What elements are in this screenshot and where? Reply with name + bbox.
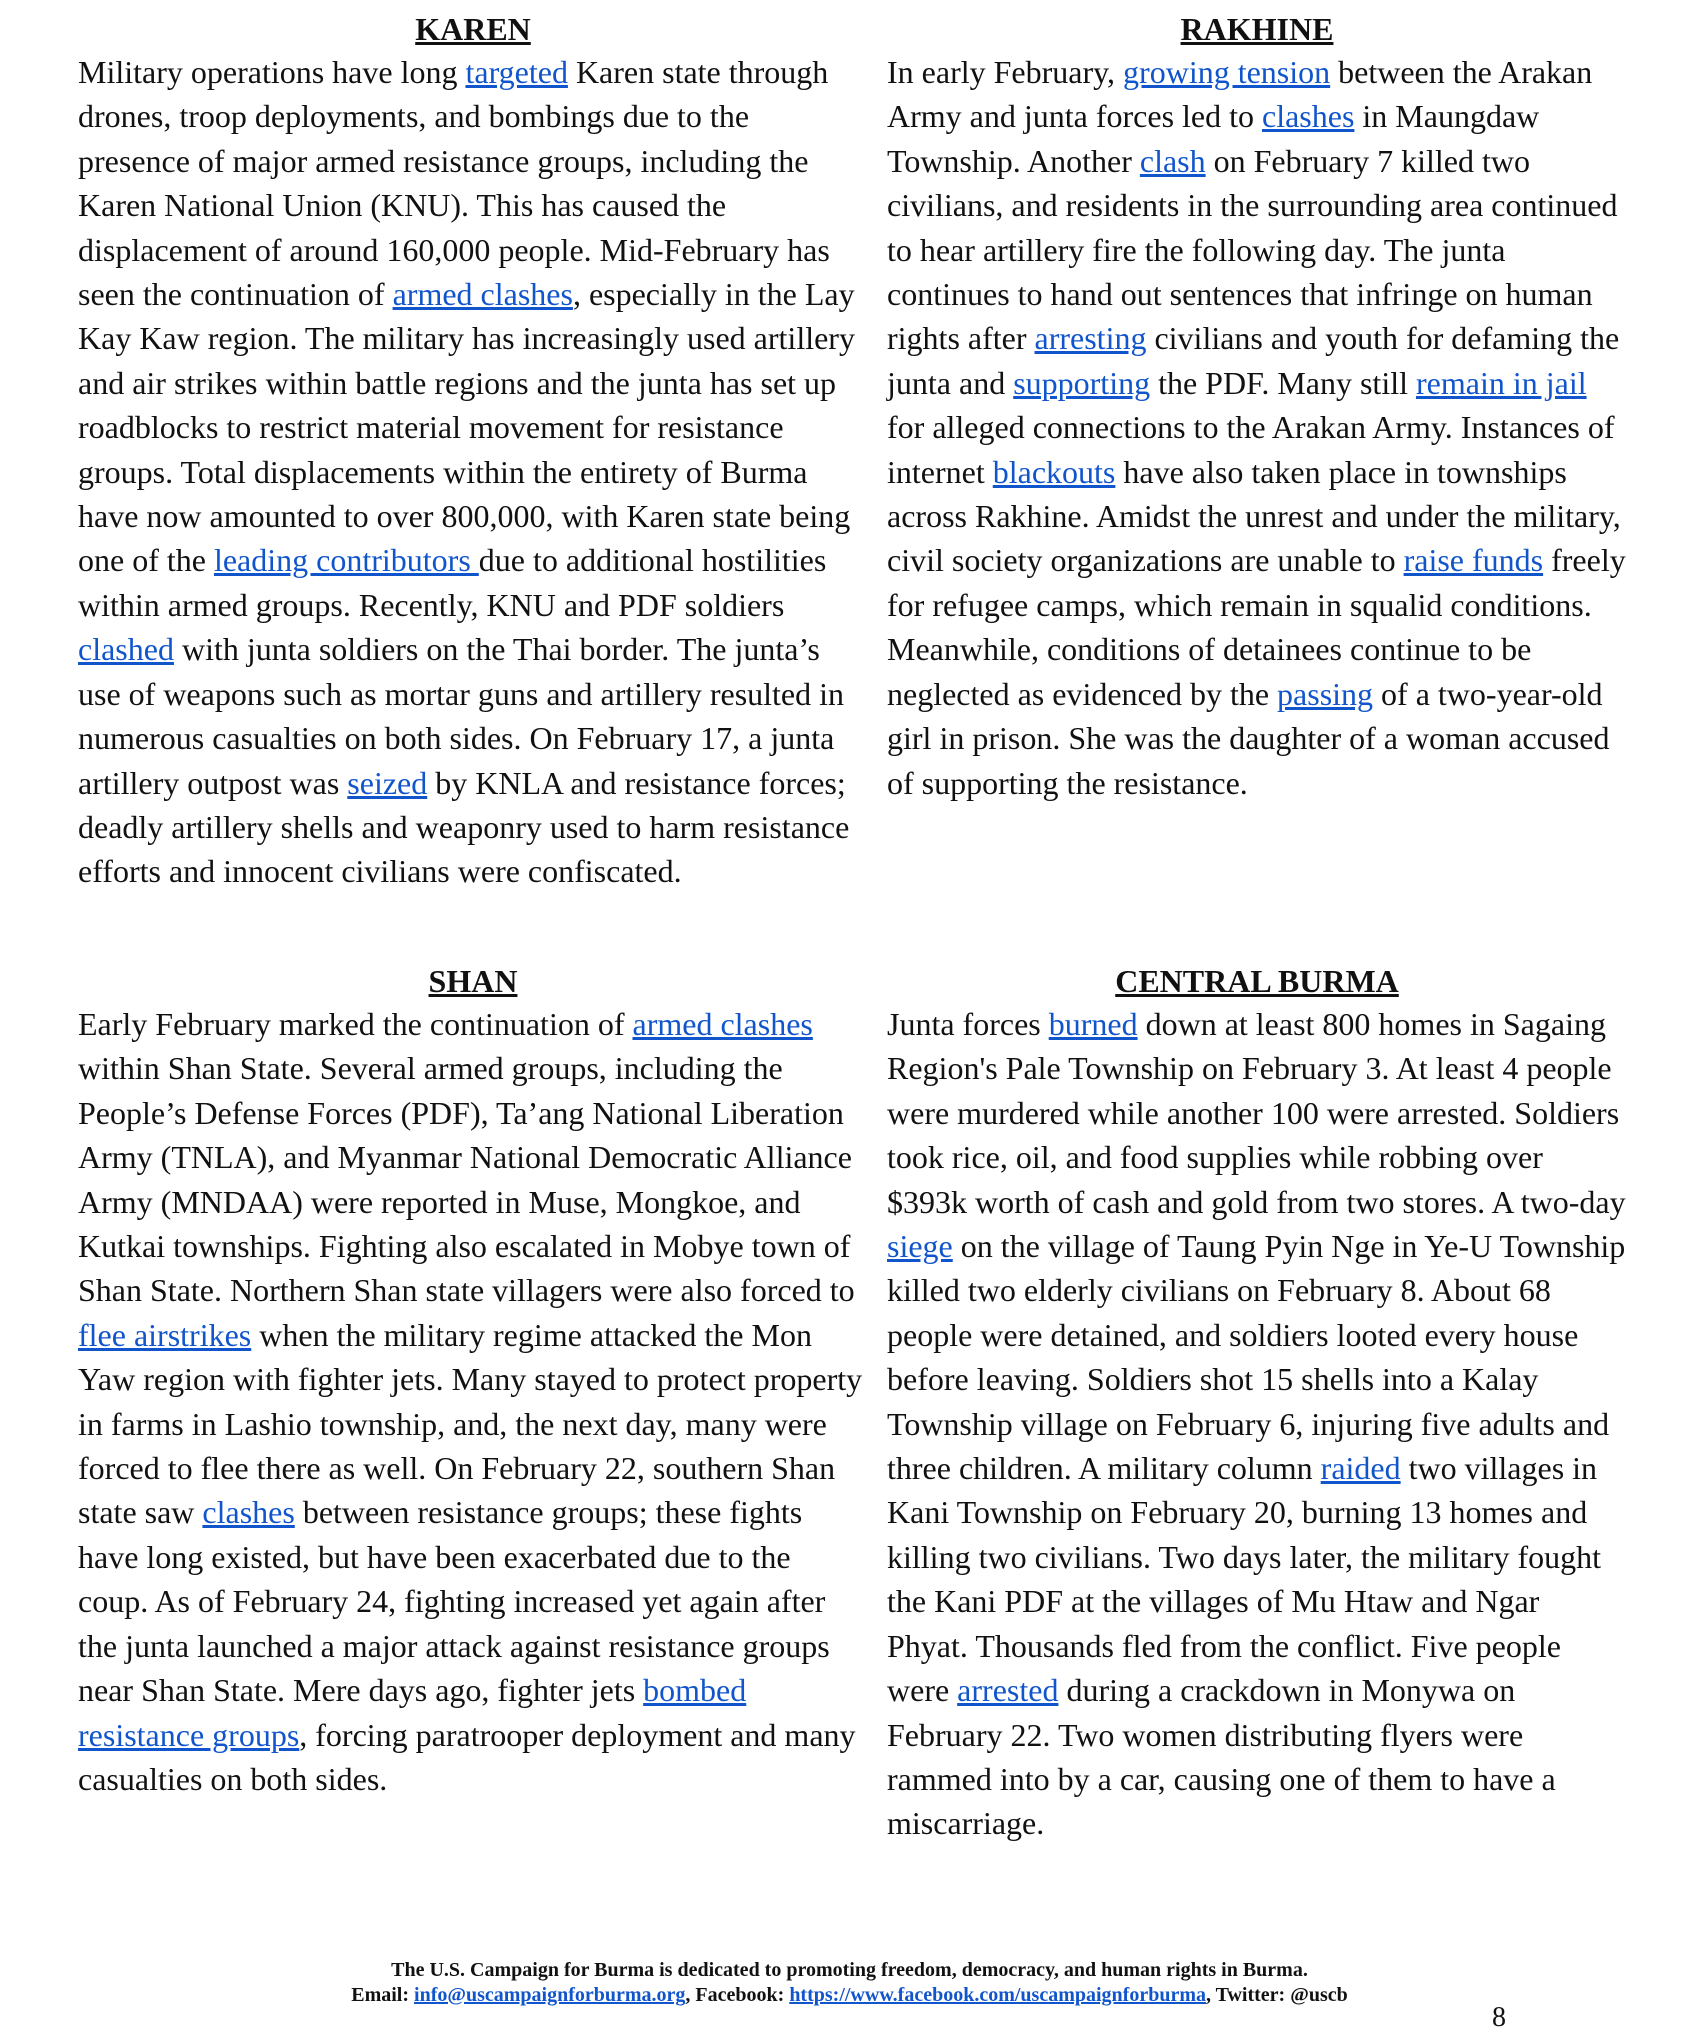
footer-email-link[interactable]: info@uscampaignforburma.org: [414, 1984, 686, 2006]
text-span: Military operations have long: [78, 54, 466, 90]
footer-contact-line: [0, 1983, 1699, 2008]
section-heading-shan: SHAN: [428, 963, 518, 999]
footer-twitter-label: , Twitter: @uscb: [1205, 1984, 1348, 2006]
text-span: down at least 800 homes in Sagaing Region's Pale Township on February 3. At least 4 people were murdered while another 100 were arrested. Soldiers took rice, oil, and food supplies while robbing over $393k worth of cash and gold from two stores. A two-day: [887, 1006, 1626, 1220]
text-span: two villages in Kani Township on February 20, burning 13 homes and killing two civilians. Two days later, the military fought the Kani PDF at the villages of Mu Htaw and Ngar Phyat. Thousands fled from the conflict. Five people were: [887, 1450, 1601, 1709]
section-central-burma: [887, 960, 1627, 1846]
section-heading-rakhine: RAKHINE: [1180, 11, 1334, 47]
link-targeted[interactable]: targeted: [465, 54, 568, 90]
section-rakhine: [887, 8, 1627, 805]
link-burned[interactable]: burned: [1048, 1006, 1138, 1042]
text-span: in Maungdaw Township. Another: [887, 98, 1540, 179]
text-span: , especially in the Lay Kay Kaw region. The military has increasingly used artillery and air strikes within battle regions and the junta has set up roadblocks to restrict material movement for resistance groups. Total displacements within the entirety of Burma have now amounted to over 800,000, with Karen state being one of the: [78, 276, 855, 579]
link-remain-in-jail[interactable]: remain in jail: [1415, 364, 1587, 401]
text-span: freely for refugee camps, which remain in squalid conditions. Meanwhile, conditions of detainees continue to be neglected as evidenced by the: [887, 542, 1626, 712]
section-heading-karen: KAREN: [415, 11, 531, 47]
link-growing-tension[interactable]: growing tension: [1123, 54, 1331, 90]
link-leading-contributors[interactable]: leading contributors: [213, 542, 479, 579]
link-clashes[interactable]: clashes: [202, 1494, 295, 1531]
page-footer: [0, 1958, 1699, 2008]
link-armed-clashes[interactable]: armed clashes: [632, 1006, 813, 1042]
text-span: have also taken place in townships across Rakhine. Amidst the unrest and under the military, civil society organizations are unable to: [887, 453, 1621, 579]
text-span: civilians and youth for defaming the junta and: [887, 320, 1620, 401]
text-span: on February 7 killed two civilians, and residents in the surrounding area continued to hear artillery fire the following day. The junta continues to hand out sentences that infringe on human rights after: [887, 142, 1618, 357]
text-span: Early February marked the continuation of: [78, 1006, 633, 1042]
text-span: within Shan State. Several armed groups, including the People’s Defense Forces (PDF), Ta’ang National Liberation Army (TNLA), and Myanmar National Democratic Alliance Army (MNDAA) were reported in Muse, Mongkoe, and Kutkai townships. Fighting also escalated in Mobye town of Shan State. Northern Shan state villagers were also forced to: [78, 1050, 855, 1309]
text-span: with junta soldiers on the Thai border. The junta’s use of weapons such as mortar guns and artillery resulted in numerous casualties on both sides. On February 17, a junta artillery outpost was: [78, 631, 845, 801]
section-body-shan: [78, 1002, 868, 1801]
link-clash[interactable]: clash: [1139, 142, 1206, 179]
footer-mission-statement: The U.S. Campaign for Burma is dedicated to promoting freedom, democracy, and human rights in Burma.: [391, 1959, 1308, 1981]
text-span: due to additional hostilities within armed groups. Recently, KNU and PDF soldiers: [78, 542, 827, 623]
footer-facebook-link[interactable]: https://www.facebook.com/uscampaignforburma: [789, 1984, 1206, 2006]
text-span: between resistance groups; these fights have long existed, but have been exacerbated due to the coup. As of February 24, fighting increased yet again after the junta launched a major attack against resistance groups near Shan State. Mere days ago, fighter jets: [78, 1494, 830, 1709]
section-shan: [78, 960, 868, 1801]
link-seized[interactable]: seized: [347, 764, 428, 801]
text-span: , forcing paratrooper deployment and many casualties on both sides.: [78, 1716, 856, 1797]
text-span: during a crackdown in Monywa on February 22. Two women distributing flyers were rammed into by a car, causing one of them to have a miscarriage.: [887, 1672, 1556, 1842]
link-passing[interactable]: passing: [1277, 675, 1374, 712]
section-karen: [78, 8, 868, 894]
link-armed-clashes[interactable]: armed clashes: [392, 276, 573, 313]
link-arresting[interactable]: arresting: [1034, 320, 1147, 357]
text-span: for alleged connections to the Arakan Army. Instances of internet: [887, 409, 1615, 490]
link-clashes[interactable]: clashes: [1262, 98, 1355, 135]
text-span: Karen state through drones, troop deployments, and bombings due to the presence of major armed resistance groups, including the Karen National Union (KNU). This has caused the displacement of around 160,000 people. Mid-February has seen the continuation of: [78, 54, 830, 313]
text-span: by KNLA and resistance forces; deadly artillery shells and weaponry used to harm resistance efforts and innocent civilians were confiscated.: [78, 764, 850, 890]
link-siege[interactable]: siege: [887, 1228, 953, 1265]
text-span: when the military regime attacked the Mon Yaw region with fighter jets. Many stayed to protect property in farms in Lashio township, and, the next day, many were forced to flee there as well. On February 22, southern Shan state saw: [78, 1316, 863, 1531]
text-span: on the village of Taung Pyin Nge in Ye-U Township killed two elderly civilians on February 8. About 68 people were detained, and soldiers looted every house before leaving. Soldiers shot 15 shells into a Kalay Township village on February 6, injuring five adults and three children. A military column: [887, 1228, 1626, 1487]
link-raided[interactable]: raided: [1320, 1450, 1401, 1487]
link-bombed-resistance-groups[interactable]: bombed resistance groups: [78, 1672, 747, 1753]
section-body-karen: [78, 50, 868, 894]
link-clashed[interactable]: clashed: [78, 631, 174, 668]
link-blackouts[interactable]: blackouts: [992, 453, 1116, 490]
text-span: of a two-year-old girl in prison. She was the daughter of a woman accused of supporting the resistance.: [887, 675, 1610, 801]
text-span: between the Arakan Army and junta forces led to: [887, 54, 1593, 135]
text-span: the PDF. Many still: [1150, 364, 1416, 401]
link-supporting[interactable]: supporting: [1013, 364, 1151, 401]
text-span: Junta forces: [887, 1006, 1049, 1042]
section-body-central-burma: [887, 1002, 1627, 1846]
link-flee-airstrikes[interactable]: flee airstrikes: [78, 1316, 252, 1353]
footer-email-label: Email:: [351, 1984, 415, 2006]
link-raise-funds[interactable]: raise funds: [1403, 542, 1544, 579]
section-body-rakhine: [887, 50, 1627, 805]
text-span: In early February,: [887, 54, 1124, 90]
section-heading-central-burma: CENTRAL BURMA: [1115, 963, 1399, 999]
link-arrested[interactable]: arrested: [957, 1672, 1059, 1709]
footer-facebook-label: , Facebook:: [685, 1984, 790, 2006]
page-number: 8: [1492, 2002, 1506, 2033]
